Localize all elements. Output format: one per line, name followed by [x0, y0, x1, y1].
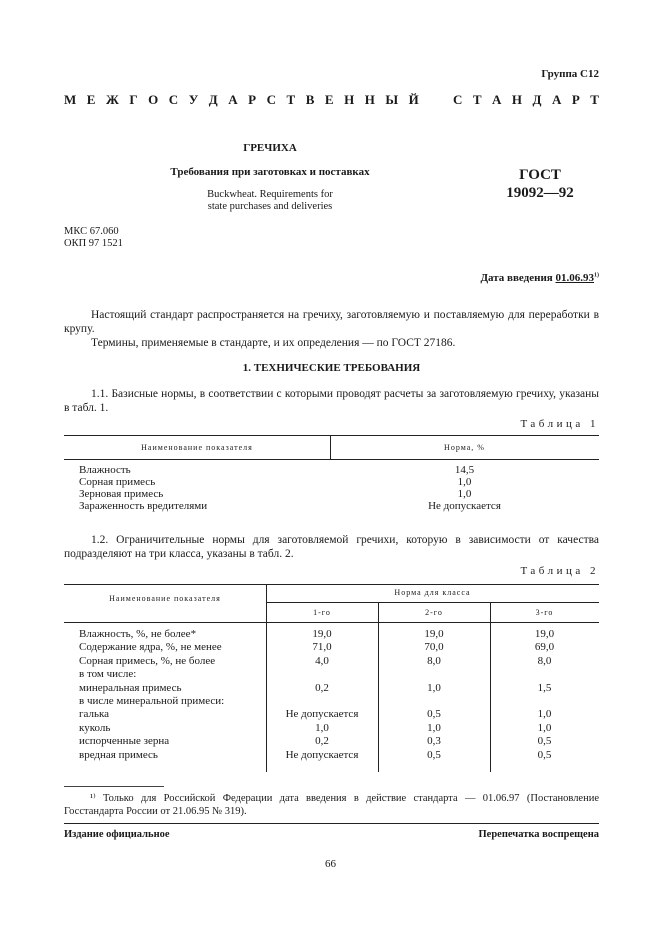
table1-row-name: Сорная примесь	[79, 476, 156, 488]
edition-label: Издание официальное	[64, 829, 170, 840]
table2-row-name: минеральная примесь	[79, 681, 182, 694]
date-value: 01.06.93	[555, 272, 594, 284]
table2-header-rule	[64, 622, 599, 623]
document-title: ГРЕЧИХА	[243, 142, 297, 154]
english-title-line2: state purchases and deliveries	[207, 201, 333, 212]
table2-class2-value: 1,0	[427, 721, 441, 734]
table1-row-name: Зараженность вредителями	[79, 500, 208, 512]
table2-header-norm: Норма для класса	[394, 588, 471, 597]
section-heading: 1. ТЕХНИЧЕСКИЕ ТРЕБОВАНИЯ	[242, 362, 421, 374]
paragraph-1-1: 1.1. Базисные нормы, в соответствии с которыми проводят расчеты за заготовляемую гречиху, указаны в табл. 1.	[64, 388, 599, 414]
intro-paragraph-scope: Настоящий стандарт распространяется на гречиху, заготовляемую и поставляемую для переработки в крупу.	[64, 309, 599, 335]
table2-class3-value: 0,5	[537, 748, 552, 761]
introduction-date	[480, 272, 599, 284]
table2-class3-value: 19,0	[534, 628, 555, 640]
table2-row-name: Содержание ядра, %, не менее	[79, 641, 222, 654]
table2-class-2: 2-го	[425, 608, 443, 617]
table1-header-rule	[64, 459, 599, 460]
reprint-notice: Перепечатка воспрещена	[478, 829, 599, 840]
footnote: ¹⁾ Только для Российской Федерации дата введения в действие стандарта — 01.06.97 (Постановление Госстандарта России от 21.06.95 № 319).	[64, 793, 599, 817]
banner	[64, 92, 599, 108]
page-number: 66	[325, 858, 336, 870]
table2-class2-value: 0,3	[427, 735, 441, 748]
banner-left: М Е Ж Г О С У Д А Р С Т В Е Н Н Ы Й	[64, 92, 419, 107]
table2-row-name: испорченные зерна	[79, 735, 170, 748]
english-title-line1: Buckwheat. Requirements for	[207, 189, 333, 200]
gost-label: ГОСТ	[519, 167, 561, 183]
table2-row-name: в числе минеральной примеси:	[79, 695, 225, 707]
mks-code: МКС 67.060	[64, 226, 119, 237]
table2-class1-value: 19,0	[312, 628, 332, 640]
table2-class3-value: 8,0	[537, 654, 552, 667]
table2-row-name: куколь	[79, 721, 111, 734]
table1-row-value: 14,5	[454, 464, 475, 476]
date-label: Дата введения	[480, 272, 553, 284]
document-subtitle: Требования при заготовках и поставках	[170, 166, 370, 178]
table2-caption: Таблица 2	[520, 565, 599, 577]
table2-class3-value: 1,0	[537, 721, 552, 734]
table2-row-name: в том числе:	[79, 668, 137, 681]
table1-row-value: 1,0	[457, 476, 472, 488]
table2-class3-value: 1,0	[537, 708, 552, 721]
table2-class3-value: 1,5	[537, 681, 552, 694]
table2-class3-value: 0,5	[537, 735, 552, 748]
date-footnote-mark: 1)	[594, 272, 599, 279]
gost-number: 19092—92	[506, 185, 574, 201]
okp-code: ОКП 97 1521	[64, 238, 123, 249]
table2-class1-value: 4,0	[315, 654, 329, 667]
table1-caption: Таблица 1	[520, 418, 599, 430]
table2-row-name: Сорная примесь, %, не более	[79, 654, 216, 667]
table2-class1-value: Не допускается	[285, 708, 359, 721]
table1-row-name: Зерновая примесь	[79, 488, 164, 500]
table2-header-name: Наименование показателя	[109, 594, 221, 603]
table2-class3-value: 69,0	[534, 641, 555, 654]
table2-class1-value: 1,0	[315, 721, 329, 734]
table1-header-name: Наименование показателя	[141, 443, 253, 452]
table2-class1-value: 71,0	[312, 641, 332, 654]
table2-row-name: галька	[79, 708, 110, 721]
table2-class2-value: 8,0	[427, 654, 441, 667]
table2-subheader-rule	[266, 602, 599, 603]
table2-class1-value: 0,2	[315, 735, 329, 748]
table2-class2-value: 19,0	[424, 628, 444, 640]
footnote-rule	[64, 786, 164, 787]
table2-row-name: вредная примесь	[79, 748, 158, 761]
table2-row-name: Влажность, %, не более*	[79, 628, 197, 640]
group-label: Группа С12	[541, 68, 599, 80]
table2-class1-value: 0,2	[315, 681, 329, 694]
table1-row-name: Влажность	[79, 464, 131, 476]
table2-class-3: 3-го	[535, 608, 554, 617]
table2-top-rule	[64, 584, 599, 585]
table1-row-value: 1,0	[457, 488, 472, 500]
table2-class2-value: 0,5	[427, 708, 441, 721]
table1-header-norm: Норма, %	[444, 443, 485, 452]
banner-right: С Т А Н Д А Р Т	[453, 92, 599, 107]
table2-class2-value: 1,0	[427, 681, 441, 694]
table1-top-rule	[64, 435, 599, 436]
footer-rule	[64, 823, 599, 824]
paragraph-1-2: 1.2. Ограничительные нормы для заготовляемой гречихи, которую в зависимости от качества подразделяют на три класса, указаны в табл. 2.	[64, 534, 599, 560]
table2-class1-value: Не допускается	[285, 748, 359, 761]
table2-class-1: 1-го	[313, 608, 331, 617]
intro-paragraph-terms: Термины, применяемые в стандарте, и их определения — по ГОСТ 27186.	[91, 337, 456, 349]
table1-row-value: Не допускается	[428, 500, 501, 512]
table2-class2-value: 70,0	[424, 641, 444, 654]
table2-class2-value: 0,5	[427, 748, 441, 761]
